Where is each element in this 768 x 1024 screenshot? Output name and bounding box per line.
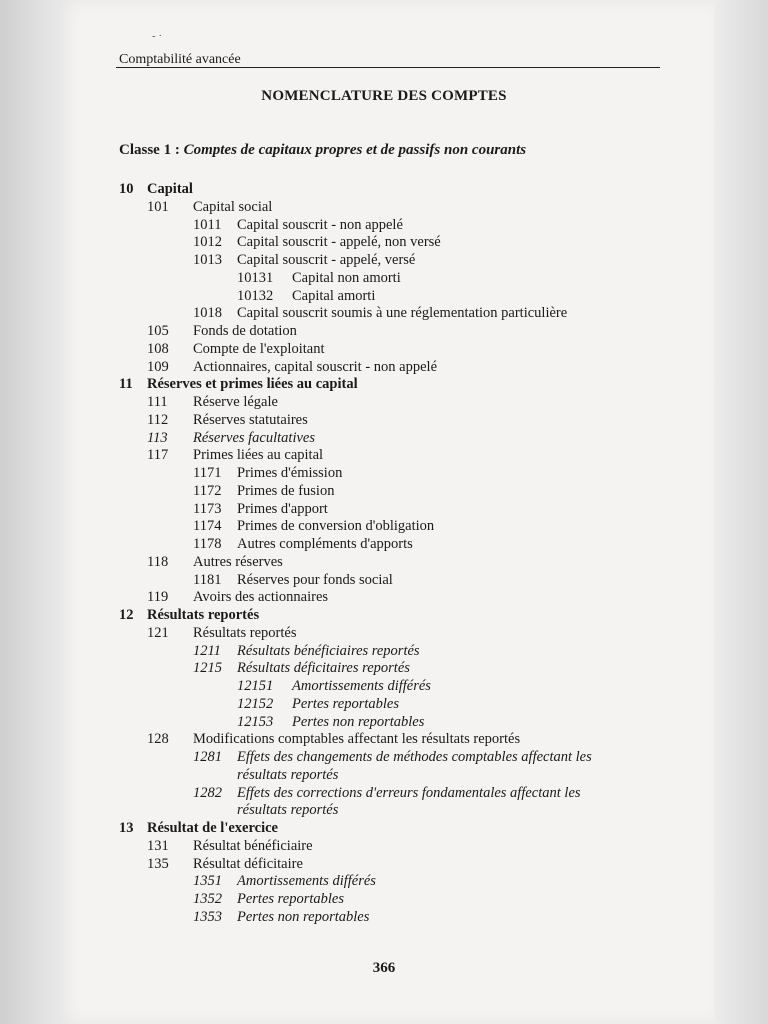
account-code: 1013 (193, 252, 222, 268)
account-code: 112 (147, 411, 169, 428)
account-label: Amortissements différés (237, 873, 376, 890)
account-code: 119 (147, 589, 169, 606)
account-code: 1215 (193, 660, 222, 677)
account-code: 1351 (193, 873, 222, 890)
account-label: Résultats reportés (147, 607, 260, 623)
account-code: 10132 (237, 287, 274, 304)
account-label: Modifications comptables affectant les résultats reportés (193, 731, 521, 748)
account-label: Autres compléments d'apports (237, 536, 413, 552)
running-header: Comptabilité avancée (119, 52, 241, 67)
account-label: Compte de l'exploitant (193, 340, 325, 357)
account-label: Capital social (193, 198, 273, 215)
account-code: 1171 (193, 465, 222, 481)
account-label: Capital souscrit - non appelé (237, 216, 403, 233)
class-heading (119, 142, 526, 159)
account-label: Résultat déficitaire (193, 855, 303, 872)
account-label: Capital souscrit soumis à une réglementation particulière (237, 305, 568, 322)
account-label: Réserves facultatives (193, 429, 315, 446)
account-code: 1352 (193, 891, 222, 907)
account-label: Effets des changements de méthodes comptables affectant les (237, 749, 592, 765)
account-label: Actionnaires, capital souscrit - non appelé (193, 358, 438, 375)
account-code: 1018 (193, 305, 222, 322)
account-label: Résultat de l'exercice (147, 820, 278, 836)
account-label: Résultats bénéficiaires reportés (237, 642, 420, 659)
account-label: Capital (147, 181, 193, 197)
header-rule (116, 67, 660, 68)
account-code: 105 (147, 323, 169, 339)
account-code: 1173 (193, 500, 222, 517)
account-label: Amortissements différés (292, 678, 431, 694)
account-code: 1281 (193, 749, 222, 765)
account-label: Réserves statutaires (193, 411, 308, 428)
stray-mark: - · (152, 30, 163, 42)
account-code: 12152 (237, 695, 274, 712)
account-label: Primes de fusion (237, 482, 335, 499)
account-code: 113 (147, 429, 168, 446)
account-label: Réserve légale (193, 394, 278, 410)
account-code: 10131 (237, 269, 274, 286)
account-label: Primes liées au capital (193, 447, 324, 464)
account-label: Capital souscrit - appelé, versé (237, 252, 416, 268)
account-label: Capital souscrit - appelé, non versé (237, 234, 441, 251)
account-code: 1178 (193, 536, 222, 552)
account-code: 1181 (193, 571, 222, 588)
account-label: résultats reportés (237, 766, 339, 783)
account-label: Pertes non reportables (292, 713, 425, 730)
account-code: 128 (147, 731, 169, 748)
account-code: 109 (147, 358, 169, 375)
account-code: 131 (147, 837, 169, 854)
account-code: 1174 (193, 518, 222, 535)
account-label: Réserves et primes liées au capital (147, 376, 358, 393)
account-code: 1353 (193, 908, 222, 925)
account-code: 121 (147, 624, 169, 641)
account-code: 1172 (193, 482, 222, 499)
account-code: 111 (147, 394, 168, 410)
account-label: Avoirs des actionnaires (193, 589, 329, 606)
account-label: Effets des corrections d'erreurs fondamentales affectant les (237, 784, 581, 801)
account-code: 118 (147, 553, 169, 570)
account-code: 11 (119, 376, 133, 393)
account-label: résultats reportés (237, 802, 339, 819)
account-label: Pertes non reportables (237, 908, 370, 925)
account-label: Primes d'émission (237, 465, 343, 481)
page-left-edge (0, 0, 58, 1024)
account-label: Résultats reportés (193, 624, 297, 641)
account-label: Pertes reportables (292, 695, 399, 712)
account-code: 101 (147, 198, 169, 215)
page-title: NOMENCLATURE DES COMPTES (261, 88, 507, 104)
account-code: 12 (119, 607, 134, 623)
account-code: 12153 (237, 713, 274, 730)
account-label: Résultat bénéficiaire (193, 837, 313, 854)
account-code: 135 (147, 855, 169, 872)
account-code: 1012 (193, 234, 222, 251)
account-code: 117 (147, 447, 169, 464)
account-label: Primes d'apport (237, 500, 328, 517)
account-label: Primes de conversion d'obligation (237, 518, 435, 535)
account-label: Capital non amorti (292, 269, 401, 286)
account-code: 12151 (237, 678, 274, 694)
account-label: Capital amorti (292, 287, 376, 304)
class-label: Classe 1 : (119, 142, 180, 158)
account-label: Pertes reportables (237, 891, 344, 907)
account-code: 1011 (193, 216, 222, 233)
page-right-edge (714, 0, 768, 1024)
page-number: 366 (372, 960, 396, 976)
account-code: 108 (147, 340, 169, 357)
account-label: Résultats déficitaires reportés (237, 660, 410, 677)
account-code: 1282 (193, 784, 222, 801)
account-label: Autres réserves (193, 553, 283, 570)
account-code: 10 (119, 181, 134, 197)
account-code: 13 (119, 820, 134, 836)
account-label: Fonds de dotation (193, 323, 297, 339)
account-code: 1211 (193, 642, 221, 659)
class-text: Comptes de capitaux propres et de passifs non courants (183, 142, 527, 158)
account-label: Réserves pour fonds social (237, 571, 393, 588)
